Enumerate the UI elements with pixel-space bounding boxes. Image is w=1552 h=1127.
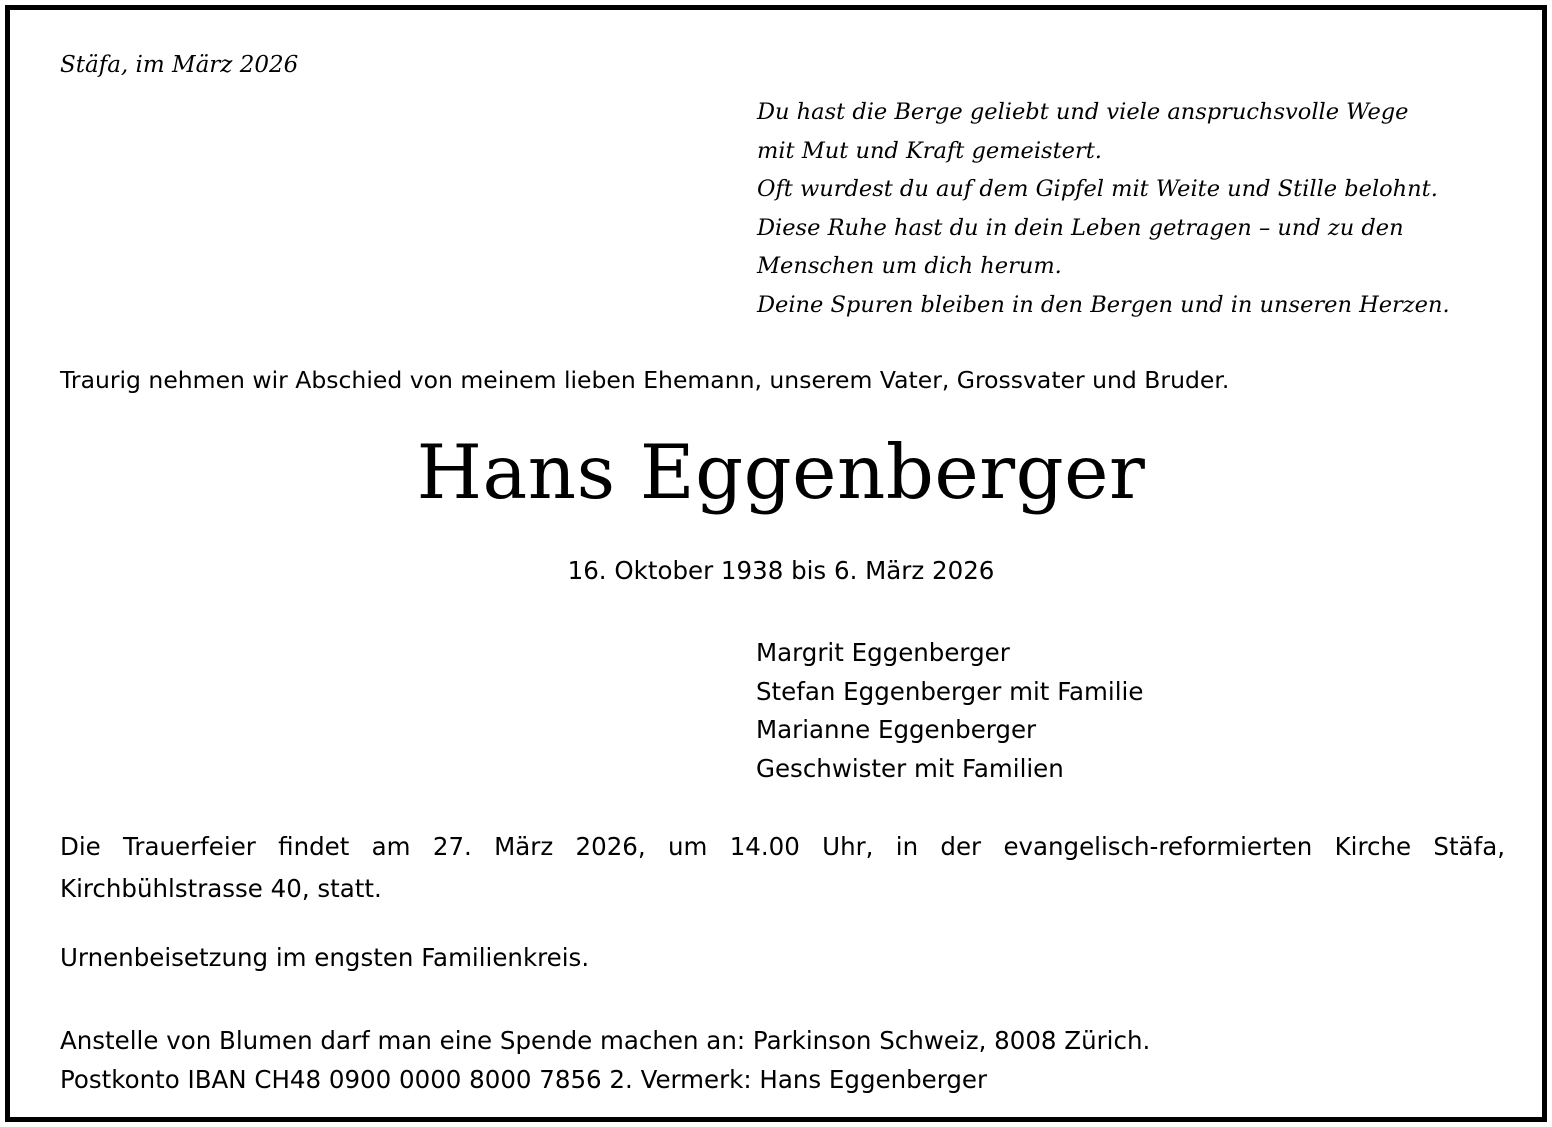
- deceased-name: Hans Eggenberger: [416, 428, 1146, 516]
- mourner-name: Geschwister mit Familien: [756, 753, 1064, 783]
- poem-line: Deine Spuren bleiben in den Bergen und in unseren Herzen.: [757, 291, 1450, 318]
- poem-line: mit Mut und Kraft gemeistert.: [757, 137, 1102, 164]
- place-date: Stäfa, im März 2026: [60, 52, 299, 78]
- mourner-name: Marianne Eggenberger: [756, 715, 1037, 745]
- donation-account-line: Postkonto IBAN CH48 0900 0000 8000 7856 2. Vermerk: Hans Eggenberger: [60, 1065, 988, 1094]
- obituary-notice: [5, 5, 1547, 1122]
- life-dates: 16. Oktober 1938 bis 6. März 2026: [567, 556, 995, 585]
- poem-line: Oft wurdest du auf dem Gipfel mit Weite und Stille belohnt.: [757, 176, 1438, 203]
- poem-line: Menschen um dich herum.: [757, 253, 1062, 280]
- poem-line: Du hast die Berge geliebt und viele anspruchsvolle Wege: [757, 99, 1409, 125]
- ceremony-info: Die Trauerfeier findet am 27. März 2026, um 14.00 Uhr, in der evangelisch-reformierten Kirche Stäfa, Kirchbühlstrasse 40, statt.: [60, 832, 1505, 903]
- donation-line: Anstelle von Blumen darf man eine Spende machen an: Parkinson Schweiz, 8008 Zürich.: [60, 1026, 1151, 1055]
- mourner-name: Stefan Eggenberger mit Familie: [756, 676, 1144, 706]
- poem: [757, 93, 1450, 325]
- urn-burial-info: Urnenbeisetzung im engsten Familienkreis.: [60, 943, 590, 972]
- intro-text: Traurig nehmen wir Abschied von meinem lieben Ehemann, unserem Vater, Grossvater und Bruder.: [60, 366, 1230, 394]
- mourner-name: Margrit Eggenberger: [756, 638, 1010, 667]
- donation-info: [60, 1021, 1150, 1099]
- mourners-list: [756, 634, 1143, 788]
- poem-line: Diese Ruhe hast du in dein Leben getragen – und zu den: [757, 214, 1404, 241]
